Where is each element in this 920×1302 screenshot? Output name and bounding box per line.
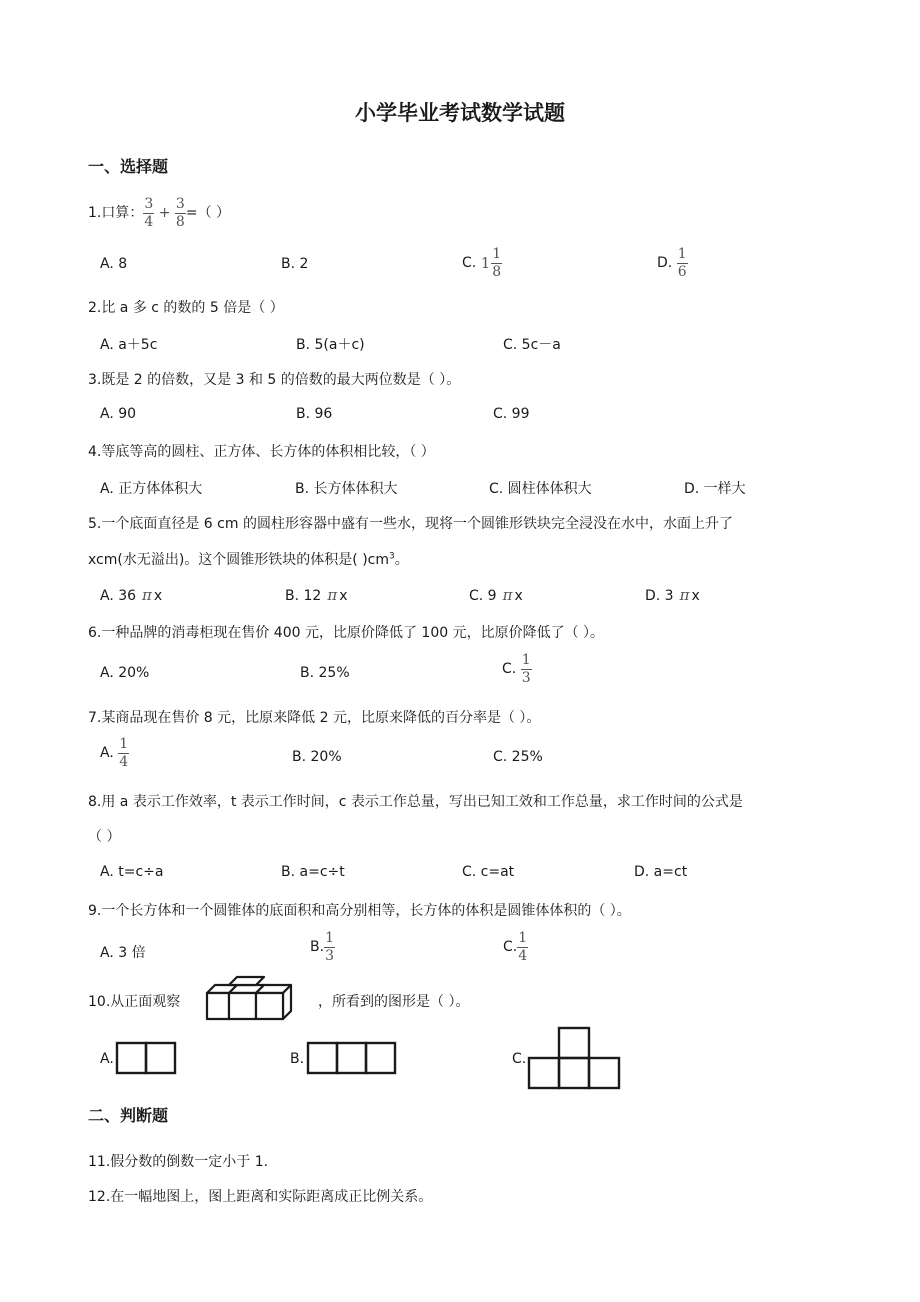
option-c: C. 1 $\frac{1}{8}$ <box>462 246 502 280</box>
question-2: 2.比 a 多 c 的数的 5 倍是（ ） <box>88 300 284 316</box>
option-d: D. 3 π x <box>645 586 700 604</box>
plus-sign: + <box>158 205 171 222</box>
option-b: B. 25% <box>300 665 350 681</box>
option-c: C. $\frac{1}{4}$ <box>503 930 528 964</box>
question-4: 4.等底等高的圆柱、正方体、长方体的体积相比较，（ ） <box>88 444 435 460</box>
option-c: C. 25% <box>493 749 543 765</box>
question-6: 6.一种品牌的消毒柜现在售价 400 元，比原价降低了 100 元，比原价降低了（ ）。 <box>88 625 605 641</box>
option-c: C. 9 π x <box>469 586 523 604</box>
question-5-line-1: 5.一个底面直径是 6 cm 的圆柱形容器中盛有一些水，现将一个圆锥形铁块完全浸没在水中，水面上升了 <box>88 516 733 532</box>
stacked-cubes-figure <box>204 974 294 1022</box>
superscript: 3 <box>389 551 395 562</box>
option-a: A. $\frac{1}{4}$ <box>100 736 129 770</box>
question-10-prefix: 10.从正面观察 <box>88 994 181 1010</box>
question-7: 7.某商品现在售价 8 元，比原来降低 2 元，比原来降低的百分率是（ ）。 <box>88 710 541 726</box>
option-a: A. t=c÷a <box>100 864 164 880</box>
question-3: 3.既是 2 的倍数，又是 3 和 5 的倍数的最大两位数是（ ）。 <box>88 372 461 388</box>
option-b: B. 12 π x <box>285 586 348 604</box>
option-c: C. 5c－a <box>503 337 561 353</box>
option-c: C. <box>512 1051 527 1067</box>
option-c: C. 圆柱体体积大 <box>489 481 592 497</box>
option-b: B. 长方体体积大 <box>295 481 398 497</box>
section-heading-judgement: 二、判断题 <box>88 1106 169 1125</box>
question-9: 9.一个长方体和一个圆锥体的底面积和高分别相等，长方体的体积是圆锥体体积的（ ）。 <box>88 903 631 919</box>
question-1 <box>88 197 230 229</box>
page-title: 小学毕业考试数学试题 <box>355 101 565 125</box>
question-11: 11.假分数的倒数一定小于 1. <box>88 1154 269 1170</box>
option-a: A. 8 <box>100 256 128 272</box>
option-b: B. <box>290 1051 305 1067</box>
option-c-figure <box>527 1025 623 1091</box>
option-a: A. 36 π x <box>100 586 163 604</box>
fraction: $\frac{3}{8}$ <box>175 196 185 230</box>
question-10-suffix: ，所看到的图形是（ ）。 <box>318 994 470 1010</box>
option-b: B. a=c÷t <box>281 864 345 880</box>
option-a: A. a＋5c <box>100 337 158 353</box>
option-b: B. $\frac{1}{3}$ <box>310 930 334 964</box>
option-c: C. $\frac{1}{3}$ <box>502 652 531 686</box>
question-5-line-2: xcm(水无溢出)。这个圆锥形铁块的体积是( )$cm^3$。 <box>88 551 409 568</box>
option-b: B. 20% <box>292 749 342 765</box>
option-b-figure <box>306 1041 399 1076</box>
question-8-line-1: 8.用 a 表示工作效率，t 表示工作时间，c 表示工作总量，写出已知工效和工作总量，求工作时间的公式是 <box>88 794 743 810</box>
option-c: C. c=at <box>462 864 515 880</box>
option-b: B. 2 <box>281 256 309 272</box>
fraction: $\frac{3}{4}$ <box>144 196 154 230</box>
option-a: A. <box>100 1051 114 1067</box>
question-12: 12.在一幅地图上，图上距离和实际距离成正比例关系。 <box>88 1189 433 1205</box>
question-1-suffix: =（ ） <box>185 205 231 222</box>
option-a: A. 正方体体积大 <box>100 481 203 497</box>
option-c: C. 99 <box>493 406 530 422</box>
option-a-figure <box>115 1041 178 1076</box>
option-b: B. 5(a＋c) <box>296 337 365 353</box>
option-d: D. 一样大 <box>684 481 746 497</box>
option-a: A. 20% <box>100 665 150 681</box>
option-a: A. 3 倍 <box>100 945 146 961</box>
question-1-prefix: 1.口算： <box>88 205 144 222</box>
option-d: D. $\frac{1}{6}$ <box>657 246 687 280</box>
option-b: B. 96 <box>296 406 333 422</box>
section-heading-choice: 一、选择题 <box>88 157 169 176</box>
option-a: A. 90 <box>100 406 137 422</box>
option-d: D. a=ct <box>634 864 688 880</box>
question-8-line-2: （ ） <box>88 829 121 845</box>
